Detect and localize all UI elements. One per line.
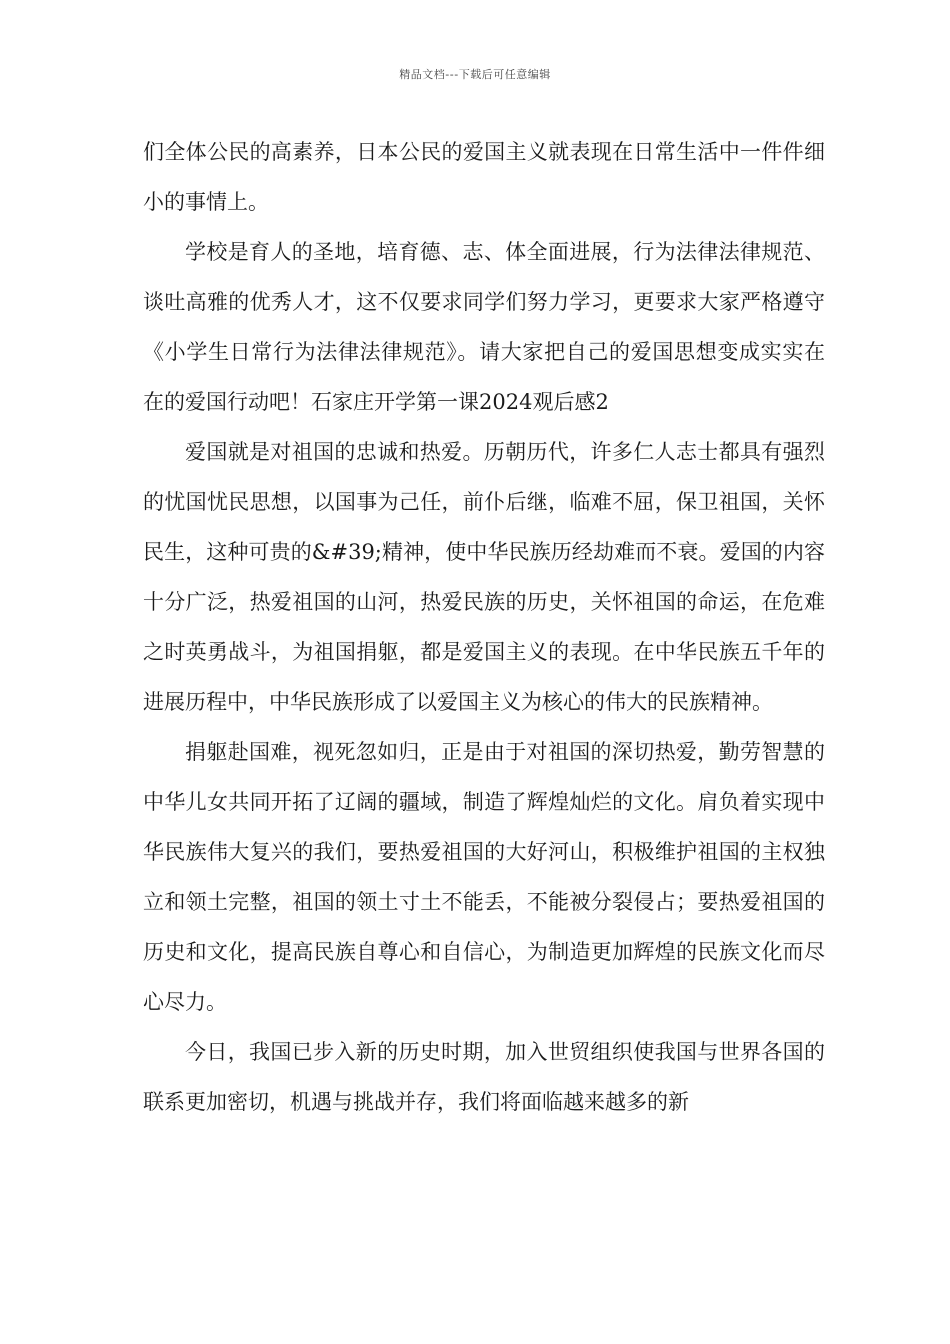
paragraph-4: 捐躯赴国难，视死忽如归，正是由于对祖国的深切热爱，勤劳智慧的中华儿女共同开拓了辽阔的疆域，制造了辉煌灿烂的文化。肩负着实现中华民族伟大复兴的我们，要热爱祖国的大好河山，积极维护祖国的主权独立和领土完整，祖国的领土寸土不能丢，不能被分裂侵占；要热爱祖国的历史和文化，提高民族自尊心和自信心，为制造更加辉煌的民族文化而尽心尽力。 bbox=[143, 740, 825, 1014]
page-header: 精品文档---下载后可任意编辑 bbox=[399, 68, 551, 81]
paragraph-2: 学校是育人的圣地，培育德、志、体全面进展，行为法律法律规范、谈吐高雅的优秀人才，这不仅要求同学们努力学习，更要求大家严格遵守《小学生日常行为法律法律规范》。请大家把自己的爱国思想变成实实在在的爱国行动吧！石家庄开学第一课2024观后感2 bbox=[143, 240, 825, 414]
paragraph-3: 爱国就是对祖国的忠诚和热爱。历朝历代，许多仁人志士都具有强烈的忧国忧民思想，以国事为己任，前仆后继，临难不屈，保卫祖国，关怀民生，这种可贵的&#39;精神，使中华民族历经劫难而不衰。爱国的内容十分广泛，热爱祖国的山河，热爱民族的历史，关怀祖国的命运，在危难之时英勇战斗，为祖国捐躯，都是爱国主义的表现。在中华民族五千年的进展历程中，中华民族形成了以爱国主义为核心的伟大的民族精神。 bbox=[143, 440, 825, 714]
paragraph-1: 们全体公民的高素养，日本公民的爱国主义就表现在日常生活中一件件细小的事情上。 bbox=[143, 140, 825, 214]
document-body bbox=[143, 127, 825, 1127]
paragraph-5: 今日，我国已步入新的历史时期，加入世贸组织使我国与世界各国的联系更加密切，机遇与挑战并存，我们将面临越来越多的新 bbox=[143, 1040, 825, 1114]
